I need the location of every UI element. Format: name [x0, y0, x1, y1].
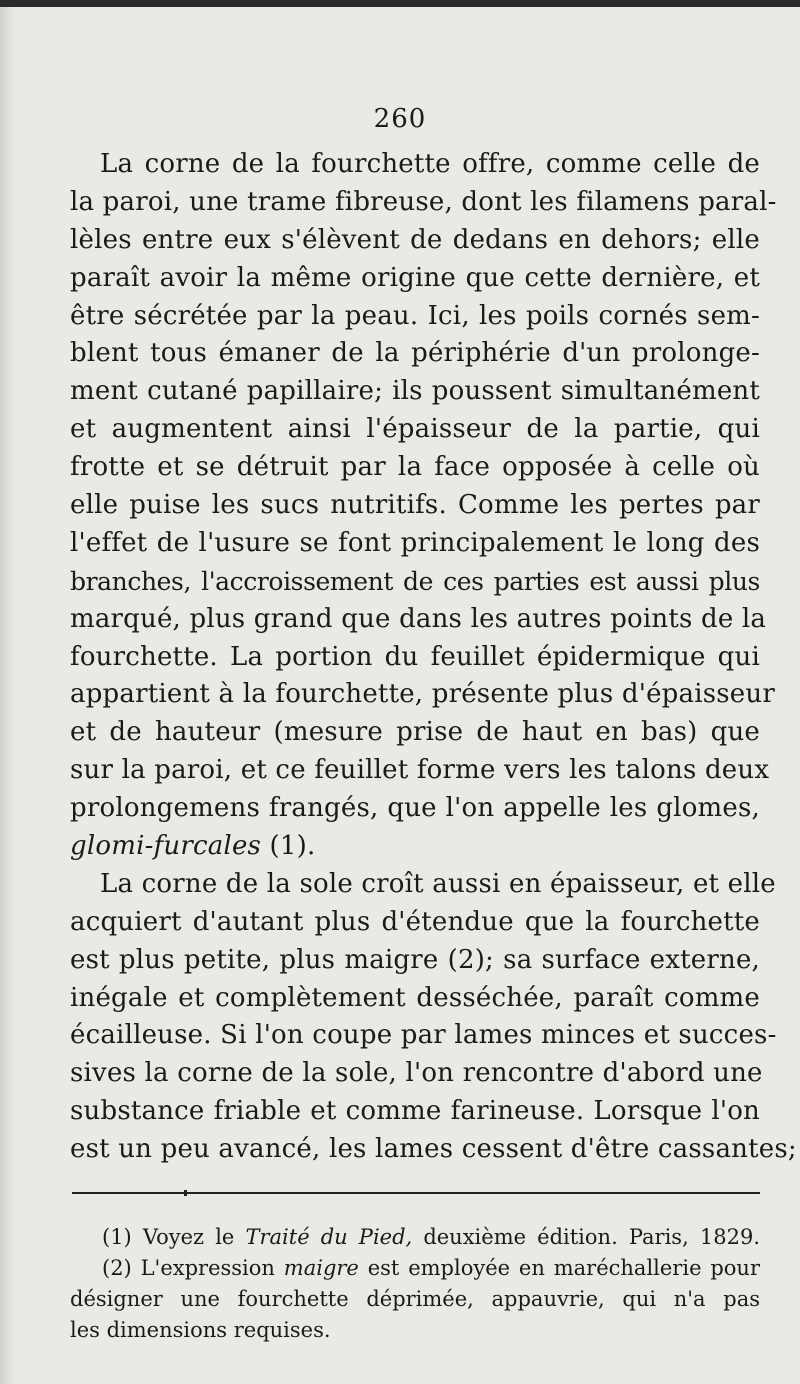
text-line: la paroi, une trame fibreuse, dont les filamens paral- [70, 186, 777, 217]
text-line: acquiert d'autant plus d'étendue que la fourchette [70, 906, 760, 937]
footnote-text: (1) Voyez le [102, 1225, 246, 1249]
text-line: être sécrétée par la peau. Ici, les poils cornés sem- [70, 300, 760, 331]
text-line: La corne de la sole croît aussi en épaisseur, et elle [100, 868, 776, 899]
text-line: lèles entre eux s'élèvent de dedans en dehors; elle [70, 224, 760, 255]
text-line: paraît avoir la même origine que cette dernière, et [70, 262, 760, 293]
footnote-2-line-2: désigner une fourchette déprimée, appauvrie, qui n'a pas [70, 1287, 760, 1311]
text-line: substance friable et comme farineuse. Lorsque l'on [70, 1096, 760, 1127]
footnote-ref: (1). [261, 831, 316, 862]
text-line: est un peu avancé, les lames cessent d'être cassantes; [70, 1134, 797, 1165]
text-line: écailleuse. Si l'on coupe par lames minces et succes- [70, 1020, 777, 1051]
footnote-italic-title: Traité du Pied, [245, 1225, 413, 1249]
page-left-shadow [0, 7, 14, 1384]
text-line: sives la corne de la sole, l'on rencontre d'abord une [70, 1058, 763, 1089]
text-line: inégale et complètement desséchée, paraît comme [70, 982, 760, 1013]
footnotes [70, 1222, 760, 1346]
footnote-1 [70, 1222, 760, 1253]
text-line: marqué, plus grand que dans les autres points de la [70, 603, 767, 634]
text-line: elle puise les sucs nutritifs. Comme les pertes par [70, 490, 760, 521]
text-line: et de hauteur (mesure prise de haut en bas) que [70, 717, 760, 748]
footnote-rule [72, 1192, 760, 1194]
text-line: prolongemens frangés, que l'on appelle les glomes, [70, 793, 760, 824]
page-top-edge [0, 0, 800, 7]
text-line [70, 828, 760, 866]
text-line: ment cutané papillaire; ils poussent simultanément [70, 376, 760, 407]
footnote-text: est employée en maréchallerie pour [358, 1256, 760, 1280]
footnote-text: deuxième édition. Paris, 1829. [412, 1225, 760, 1249]
footnote-2 [70, 1253, 760, 1284]
text-line: branches, l'accroissement de ces parties est aussi plus [70, 566, 760, 596]
footnote-text: (2) L'expression [102, 1256, 284, 1280]
footnote-italic-term: maigre [283, 1256, 359, 1280]
page-number: 260 [373, 104, 427, 134]
text-line: appartient à la fourchette, présente plus d'épaisseur [70, 679, 775, 710]
text-line: La corne de la fourchette offre, comme celle de [100, 149, 760, 179]
text-line: et augmentent ainsi l'épaisseur de la partie, qui [70, 414, 760, 445]
text-line: blent tous émaner de la périphérie d'un prolonge- [70, 338, 760, 369]
text-line: l'effet de l'usure se font principalement le long des [70, 527, 760, 558]
text-line: fourchette. La portion du feuillet épidermique qui [70, 641, 760, 672]
text-line: est plus petite, plus maigre (2); sa surface externe, [70, 944, 760, 975]
body-text [70, 146, 797, 1169]
text-line: sur la paroi, et ce feuillet forme vers les talons deux [70, 755, 770, 786]
footnote-2-line-3: les dimensions requises. [70, 1318, 331, 1342]
text-line: frotte et se détruit par la face opposée à celle où [70, 452, 760, 483]
italic-term: glomi-furcales [70, 831, 262, 862]
